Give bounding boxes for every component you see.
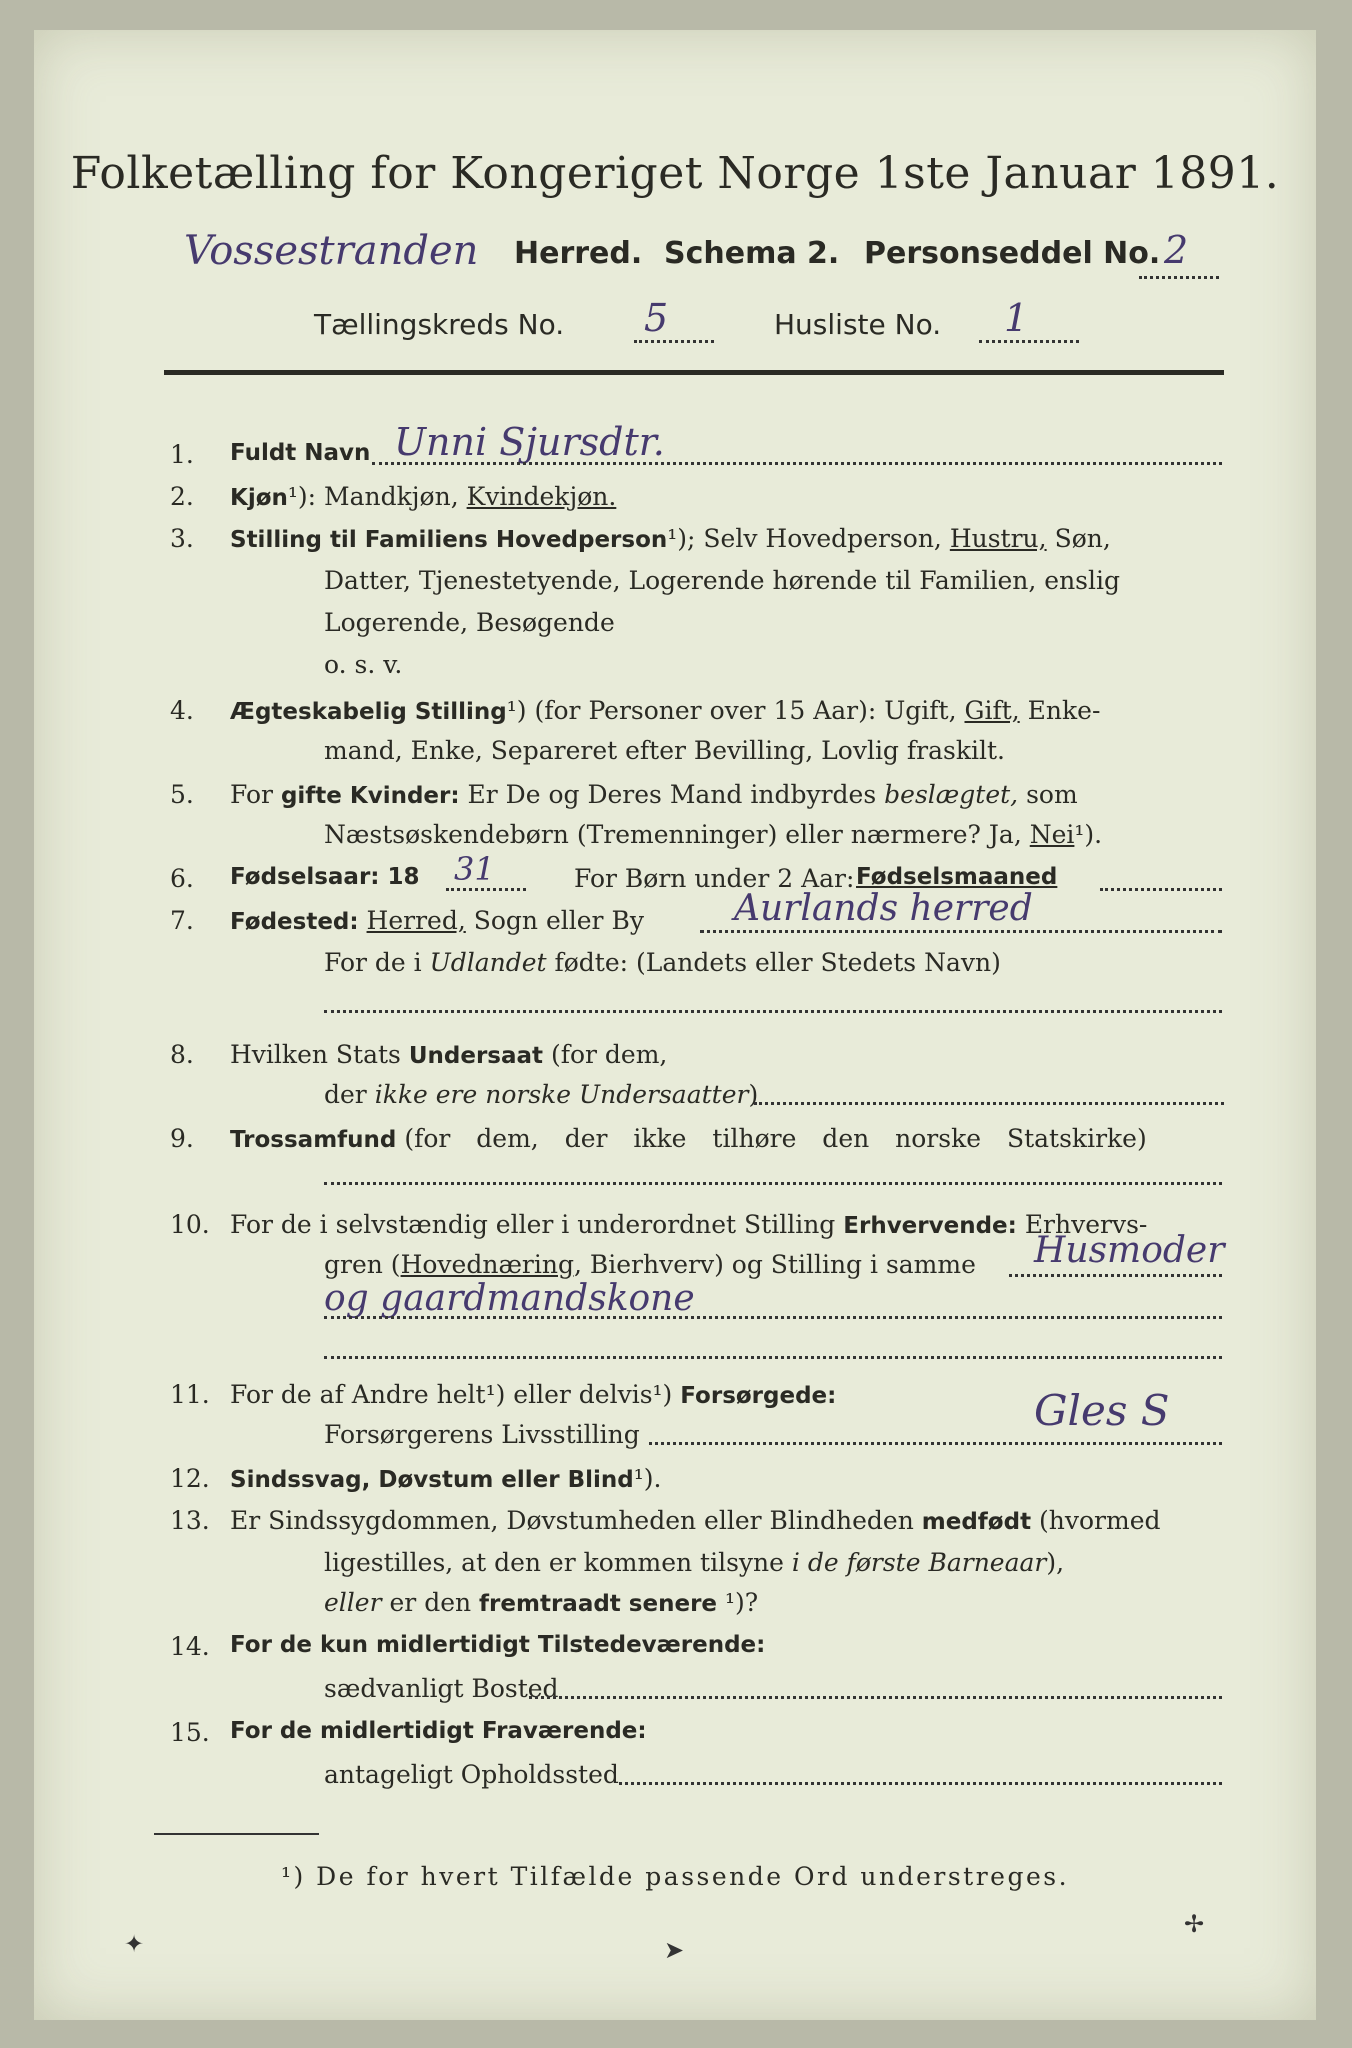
family-position-row-4: o. s. v. [324,650,403,679]
item-number: 4. [170,696,194,725]
item-number: 7. [170,906,194,935]
congenital-row-2 [324,1548,1064,1577]
birth-month-dotted-line [1100,888,1222,891]
married-women-term: beslægtet, [884,780,1019,809]
provider-occupation-value: Gles S [1034,1386,1170,1435]
occupation-text: Erhvervs- [1024,1210,1148,1239]
item-number: 10. [170,1210,210,1239]
kreds-dotted-line [634,340,714,343]
form-title: Folketælling for Kongeriget Norge 1ste Januar 1891. [70,148,1280,199]
congenital-term: eller [324,1588,382,1617]
birth-month-label: Fødselsmaaned [856,864,1058,890]
herred-line [164,228,1224,284]
provided-row-1 [230,1380,836,1409]
birthplace-row-1 [230,906,644,935]
schema-label: Schema 2. [664,236,840,271]
personseddel-value: 2 [1164,228,1189,272]
ink-mark: ➤ [664,1936,685,1964]
occupation-text: gren ( [324,1250,401,1279]
congenital-text: ligestilles, at den er kommen tilsyne [324,1548,784,1577]
birth-year-value: 31 [454,850,495,888]
probable-residence-label: antageligt Opholdssted [324,1760,619,1789]
nationality-label: Undersaat [408,1043,544,1069]
married-women-text: Er De og Deres Mand indbyrdes [467,780,877,809]
birthplace-row-2 [324,948,1001,977]
marital-status-row-2: mand, Enke, Separeret efter Bevilling, Lovlig fraskilt. [324,736,1005,765]
nationality-row-2: der ikke ere norske Undersaatter) [324,1080,759,1109]
married-women-row-2 [324,820,1102,849]
married-women-text: For [230,780,273,809]
family-position-sup: ¹); [667,524,696,553]
marital-status-selected: Gift, [964,696,1020,725]
item-number: 15. [170,1718,210,1747]
husliste-value: 1 [1004,296,1029,340]
personseddel-label: Personseddel No. [864,236,1161,271]
probable-residence-dotted-line [619,1782,1222,1785]
family-position-option: Søn, [1054,524,1111,553]
family-position-row-3: Logerende, Besøgende [324,608,615,637]
gender-sup: ¹): [287,482,317,511]
provided-text: ¹) eller delvis [485,1380,653,1409]
provided-label: Forsørgede: [680,1383,837,1409]
occupation-dotted-line-1 [1009,1274,1222,1277]
nationality-text: (for dem, [550,1040,668,1069]
congenital-sup: ¹)? [724,1588,759,1617]
provided-sup: ¹) [652,1380,673,1409]
married-women-text: som [1026,780,1078,809]
congenital-row-3 [324,1588,758,1617]
full-name-label: Fuldt Navn [230,440,371,466]
family-position-row-1 [230,524,1111,553]
occupation-text: For de i selvstændig eller i underordnet Stilling [230,1210,836,1239]
disability-row [230,1464,662,1493]
kreds-label: Tællingskreds No. [314,308,565,341]
provider-occupation-dotted-line [649,1442,1222,1445]
birthplace-dotted-line [700,930,1222,933]
nationality-text: Hvilken Stats [230,1040,401,1069]
birthplace-value: Aurlands herred [734,888,1033,929]
religion-row [230,1124,1147,1153]
birth-month-text: For Børn under 2 Aar: [574,864,855,893]
religion-label: Trossamfund [230,1127,397,1153]
item-number: 8. [170,1040,194,1069]
married-women-sup: ¹). [1074,820,1103,849]
married-women-label: gifte Kvinder: [280,783,460,809]
husliste-dotted-line [979,340,1079,343]
birthplace-selected: Herred, [366,906,466,935]
occupation-label: Erhvervende: [843,1213,1017,1239]
kreds-value: 5 [644,296,669,340]
birth-year-dotted-line [446,888,526,891]
religion-text: (for dem, der ikke tilhøre den norske Statskirke) [404,1124,1147,1153]
disability-sup: ¹). [633,1464,662,1493]
congenital-text: Er Sindssygdommen, Døvstumheden eller Blindheden [230,1506,914,1535]
married-women-selected: Nei [1029,820,1075,849]
family-position-selected: Hustru, [949,524,1047,553]
item-number: 11. [170,1380,210,1409]
ink-mark: ✦ [124,1930,145,1958]
gender-row [230,482,616,511]
provider-occupation-label: Forsørgerens Livsstilling [324,1420,640,1449]
congenital-label: medfødt [921,1509,1032,1535]
kreds-line [314,296,1114,350]
family-position-row-2: Datter, Tjenestetyende, Logerende hørende til Familien, enslig [324,566,1121,595]
marital-status-label: Ægteskabelig Stilling [230,699,507,725]
nationality-row-1 [230,1040,667,1069]
birthplace-foreign-term: Udlandet [429,948,547,977]
marital-status-sup: ¹) [506,696,527,725]
family-position-option: Selv Hovedperson, [703,524,942,553]
item-number: 14. [170,1632,210,1661]
congenital-label: fremtraadt senere [479,1591,718,1617]
occupation-row-2 [324,1250,976,1279]
congenital-term: i de første Barneaar [791,1548,1047,1577]
footnote: ¹) De for hvert Tilfælde passende Ord understreges. [280,1862,1070,1891]
gender-label: Kjøn [230,485,288,511]
married-women-row-1 [230,780,1078,809]
herred-label: Herred. [514,236,643,271]
congenital-row-1 [230,1506,1161,1535]
census-form-sheet [34,30,1316,2020]
herred-value: Vossestranden [184,228,479,274]
occupation-selected: Hovednæring [400,1250,574,1279]
temporary-absent-label: For de midlertidigt Fraværende: [230,1718,647,1744]
birthplace-foreign-text: For de i [324,948,422,977]
birthplace-foreign-text: fødte: (Landets eller Stedets Navn) [554,948,1001,977]
item-number: 13. [170,1506,210,1535]
disability-label: Sindssvag, Døvstum eller Blind [230,1467,634,1493]
marital-status-text: Enke- [1027,696,1101,725]
item-number: 2. [170,482,194,511]
full-name-value: Unni Sjursdtr. [394,420,665,464]
provided-text: For de af Andre helt [230,1380,486,1409]
congenital-text: (hvormed [1039,1506,1161,1535]
occupation-row-1 [230,1210,1147,1239]
item-number: 5. [170,780,194,809]
religion-dotted-line [324,1182,1222,1185]
congenital-text: er den [389,1588,472,1617]
item-number: 3. [170,524,194,553]
item-number: 6. [170,864,194,893]
birth-year-label: Fødselsaar: 18 [230,864,420,890]
full-name-dotted-line [372,462,1222,465]
usual-residence-dotted-line [529,1696,1222,1699]
nationality-text: der [324,1080,367,1109]
birthplace-label: Fødested: [230,909,359,935]
item-number: 9. [170,1124,194,1153]
occupation-dotted-line-3 [324,1356,1222,1359]
footnote-rule [154,1833,319,1835]
gender-option-female: Kvindekjøn. [466,482,617,511]
husliste-label: Husliste No. [774,308,942,341]
birthplace-foreign-dotted-line [324,1010,1222,1013]
birthplace-text: Sogn eller By [473,906,644,935]
item-number: 1. [170,440,194,469]
occupation-text: , Bierhverv) og Stilling i samme [574,1250,976,1279]
married-women-question: Næstsøskendebørn (Tremenninger) eller nærmere? Ja, [324,820,1022,849]
occupation-value-1: Husmoder [1034,1230,1225,1271]
nationality-dotted-line [754,1102,1224,1105]
marital-status-row-1 [230,696,1100,725]
personseddel-dotted-line [1139,276,1219,279]
marital-status-text: (for Personer over 15 Aar): Ugift, [534,696,957,725]
usual-residence-label: sædvanligt Bosted [324,1674,559,1703]
temporary-present-label: For de kun midlertidigt Tilstedeværende: [230,1632,766,1658]
ink-mark: ✢ [1184,1910,1205,1938]
gender-option-male: Mandkjøn, [324,482,459,511]
family-position-label: Stilling til Familiens Hovedperson [230,527,668,553]
nationality-term: ikke ere norske Undersaatter [374,1080,749,1109]
item-number: 12. [170,1464,210,1493]
congenital-text: ), [1046,1548,1065,1577]
header-rule [164,370,1224,375]
occupation-dotted-line-2 [324,1316,1222,1319]
occupation-value-2: og gaardmandskone [324,1278,695,1319]
